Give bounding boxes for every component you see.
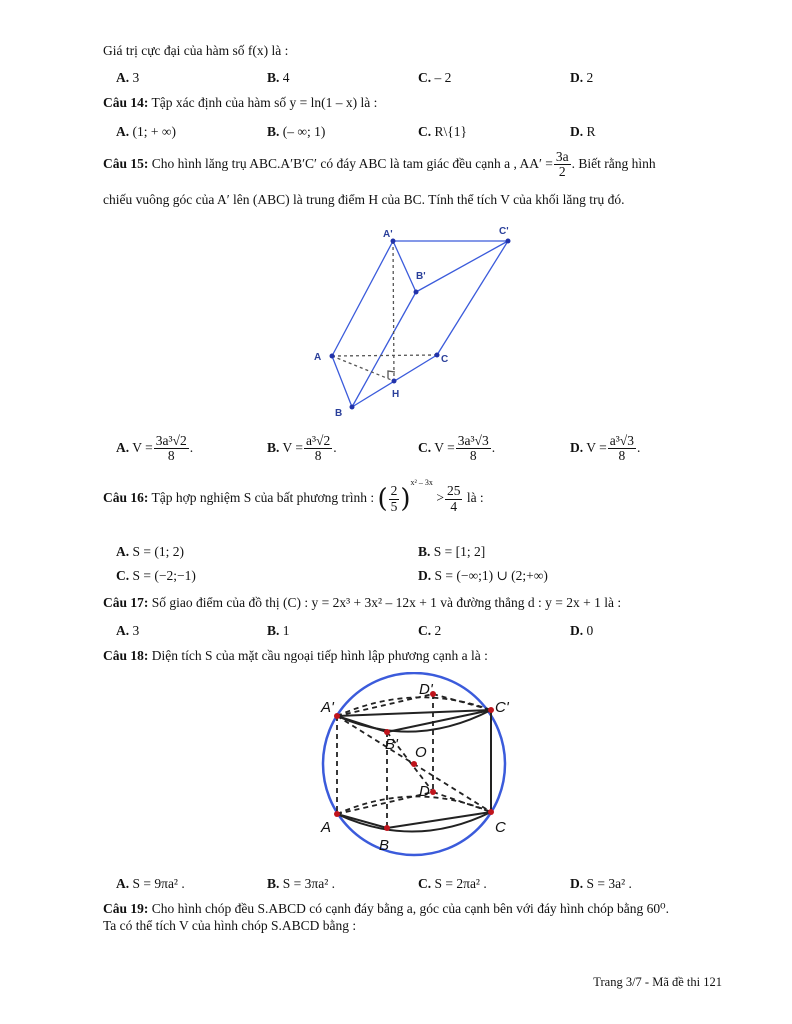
point-a1 [334,713,340,719]
point-h [392,379,397,384]
point-c [435,353,440,358]
q15-option-a[interactable]: A. V = $\frac{\text{3a³√2}}{8}$ . [116,433,194,464]
q15-option-d[interactable]: D. V = $\frac{\text{a³√3}}{8}$ . [570,433,641,464]
point-d [430,789,436,795]
label-c: C [441,354,449,365]
label-b1: B' [385,736,398,753]
q13-option-a[interactable]: A. 3 [116,70,140,85]
q15-question: Câu 15: Cho hình lăng trụ ABC.A′B′C′ có đáy ABC là tam giác đều cạnh a , AA′ = $\frac{3a}{2}$ . Biết rằng hình [103,149,656,180]
q15-option-c[interactable]: C. V = $\frac{\text{3a³√3}}{8}$ . [418,433,496,464]
q14-option-d[interactable]: D. R [570,124,596,139]
q13-option-d[interactable]: D. 2 [570,70,594,85]
label-a: A [314,352,322,363]
q15-option-b[interactable]: B. V = $\frac{\text{a³√2}}{8}$ . [267,433,337,464]
label-a1: A' [383,229,393,240]
label-c1: C' [499,226,509,237]
point-b1 [384,729,390,735]
q17-option-a[interactable]: A. 3 [116,623,140,638]
q13-option-c[interactable]: C. – 2 [418,70,452,85]
sphere-cube-figure [315,672,525,862]
q19-question-line2: Ta có thể tích V của hình chóp S.ABCD bằng : [103,918,357,933]
point-b [350,405,355,410]
q19-question: Câu 19: Cho hình chóp đều S.ABCD có cạnh đáy bằng a, góc của cạnh bên với đáy hình chóp bằng 60⁰. [103,901,669,916]
label-d: D [419,783,430,800]
label-o: O [415,744,427,761]
label-c: C [495,819,506,836]
intro-text: Giá trị cực đại của hàm số f(x) là : [103,43,289,58]
q14-option-a[interactable]: A. (1; + ∞) [116,124,176,139]
q16-question: Câu 16: Tập hợp nghiệm S của bất phương trình : ( $\frac{2}{5}$ )$^{x^2 - 3x}$ > $\frac{25}{4}$ là : [103,477,484,514]
label-a1: A' [321,699,334,716]
q16-option-a[interactable]: A. S = (1; 2) [116,544,184,559]
point-b [384,825,390,831]
point-a [330,354,335,359]
q17-option-b[interactable]: B. 1 [267,623,290,638]
q15-question-line2: chiếu vuông góc của A′ lên (ABC) là trung điểm H của BC. Tính thể tích V của khối lăng trụ đó. [103,192,625,207]
label-b: B [335,408,343,419]
label-b1: B' [416,271,426,282]
q17-question: Câu 17: Số giao điểm của đồ thị (C) : y = 2x³ + 3x² – 12x + 1 và đường thẳng d : y = 2x + 1 là : [103,595,622,610]
q18-option-d[interactable]: D. S = 3a² . [570,876,632,891]
q14-option-c[interactable]: C. R\{1} [418,124,467,139]
q17-option-c[interactable]: C. 2 [418,623,442,638]
point-a [334,811,340,817]
point-c1 [506,239,511,244]
q16-option-d[interactable]: D. S = (−∞;1) ∪ (2;+∞) [418,568,548,583]
q18-option-c[interactable]: C. S = 2πa² . [418,876,487,891]
q16-option-c[interactable]: C. S = (−2;−1) [116,568,196,583]
point-c [488,809,494,815]
prism-figure [300,220,540,425]
point-c1 [488,707,494,713]
page-footer: Trang 3/7 - Mã đề thi 121 [593,975,722,989]
q17-option-d[interactable]: D. 0 [570,623,594,638]
label-d1: D' [419,681,433,698]
q18-option-a[interactable]: A. S = 9πa² . [116,876,185,891]
q16-option-b[interactable]: B. S = [1; 2] [418,544,486,559]
q18-option-b[interactable]: B. S = 3πa² . [267,876,335,891]
label-h: H [392,389,400,400]
point-b1 [414,290,419,295]
label-c1: C' [495,699,509,716]
q13-option-b[interactable]: B. 4 [267,70,290,85]
label-a: A [321,819,332,836]
point-o [411,761,417,767]
label-b: B [379,837,390,854]
q14-question: Câu 14: Tập xác định của hàm số y = ln(1 – x) là : [103,95,378,110]
q18-question: Câu 18: Diện tích S của mặt cầu ngoại tiếp hình lập phương cạnh a là : [103,648,488,663]
q14-option-b[interactable]: B. (– ∞; 1) [267,124,326,139]
